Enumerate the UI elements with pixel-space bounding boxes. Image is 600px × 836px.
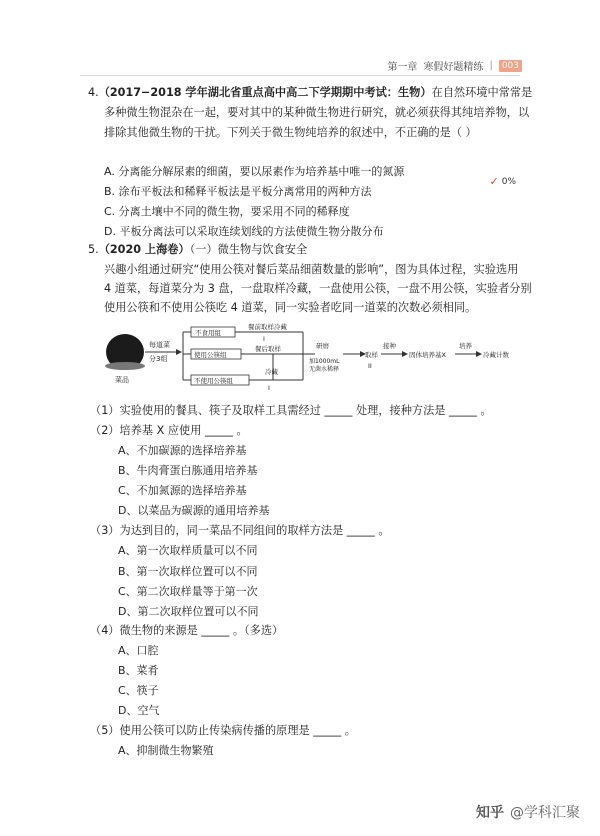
sub-question-3	[90, 522, 390, 540]
medium-label: 固体培养基X	[409, 351, 446, 359]
sub1-number: （1）	[90, 404, 120, 417]
sub3-option-d: D、第二次取样位置可以不同	[118, 605, 259, 618]
split-top-label: 每道菜	[149, 341, 170, 349]
sub3-option-a: A、第一次取样质量可以不同	[118, 544, 258, 557]
sub2-option-b: B、牛肉膏蛋白胨通用培养基	[118, 464, 258, 477]
q4-stem-start: 在自然环境中常常是	[431, 86, 533, 99]
watermark-site: 知乎	[476, 805, 504, 821]
watermark	[476, 802, 580, 822]
grind-label: 研磨	[316, 342, 329, 350]
q4-option-c: C. 分离土壤中不同的微生物，要采用不同的稀释度	[104, 205, 350, 218]
q5-intro-1: 兴趣小组通过研究“使用公筷对餐后菜品细菌数量的影响”，图为具体过程，实验选用	[104, 263, 519, 276]
q4-source: （2017−2018 学年湖北省重点高中高二下学期期中考试：生物）	[98, 86, 432, 99]
chapter-label: 第一章	[387, 62, 418, 73]
group3-label: 不使用公筷组	[194, 377, 233, 385]
sub-question-4	[90, 622, 283, 640]
q4-option-b: B. 涂布平板法和稀释平板法是平板分离常用的两种方法	[104, 185, 372, 198]
page-number: 003	[499, 60, 522, 72]
header-separator: |	[489, 60, 493, 71]
sub4-option-c: C、筷子	[118, 684, 159, 697]
q4-line-1	[88, 84, 532, 102]
sub5-option-a: A、抑制微生物繁殖	[118, 744, 214, 757]
bottom-roman: I	[268, 384, 270, 392]
q5-line-1	[88, 241, 307, 259]
sub1-text: 实验使用的餐具、筷子及取样工具需经过 _____ 处理，接种方法是 _____ 。	[119, 404, 492, 417]
q5-topic: （一）微生物与饮食安全	[189, 243, 308, 256]
sub2-option-a: A、不加碳源的选择培养基	[118, 444, 247, 457]
sub2-number: （2）	[90, 424, 120, 437]
dish-label: 菜品	[115, 376, 129, 384]
q4-option-a: A. 分离能分解尿素的细菌，要以尿素作为培养基中唯一的氮源	[104, 165, 405, 178]
sub4-option-d: D、空气	[118, 704, 160, 717]
correct-rate-badge	[490, 175, 517, 188]
sub2-option-c: C、不加氮源的选择培养基	[118, 484, 247, 497]
sample-label: 取样	[365, 351, 378, 359]
inoculate-label: 接种	[383, 342, 396, 350]
bottom-step-label: 冷藏	[265, 368, 278, 376]
q4-option-d: D. 平板分离法可以采取连续划线的方法使微生物分散分布	[104, 225, 384, 238]
mid-step-label: 餐后取样	[255, 345, 281, 353]
dish-plate	[105, 362, 145, 370]
q4-number: 4.	[88, 86, 99, 99]
header-title: 寒假好题精练	[423, 62, 484, 73]
q5-number: 5.	[88, 243, 99, 256]
q4-line-2: 多种微生物混杂在一起，要对其中的某种微生物进行研究，就必须获得其纯培养物，以	[104, 106, 530, 119]
q5-intro-3: 使用公筷和不使用公筷吃 4 道菜，同一实验者吃同一道菜的次数必须相同。	[104, 301, 477, 314]
sub4-option-a: A、口腔	[118, 644, 159, 657]
watermark-account: @学科汇聚	[510, 805, 580, 821]
sub2-option-d: D、以菜品为碳源的通用培养基	[118, 504, 270, 517]
q5-intro-2: 4 道菜，每道菜分为 3 盘，一盘取样冷藏，一盘使用公筷，一盘不用公筷，实验者分别	[104, 282, 532, 295]
top-step-label: 餐前取样冷藏	[248, 323, 287, 331]
sub4-text: 微生物的来源是 _____ 。（多选）	[119, 624, 284, 637]
group2-label: 使用公筷组	[194, 351, 227, 359]
culture-label: 培养	[459, 342, 472, 350]
dilute-label-2: 无菌水稀释	[309, 366, 340, 373]
check-icon: ✓	[489, 175, 499, 188]
experiment-flow-diagram	[103, 323, 523, 400]
sub3-option-c: C、第二次取样量等于第一次	[118, 585, 258, 598]
sub-question-5	[90, 722, 356, 740]
sub5-text: 使用公筷可以防止传染病传播的原理是 _____ 。	[119, 724, 356, 737]
sub3-option-b: B、第一次取样位置可以不同	[118, 565, 258, 578]
sub3-number: （3）	[90, 524, 120, 537]
q5-source: （2020 上海卷）	[98, 243, 190, 256]
top-roman: I	[263, 335, 265, 343]
group1-label: 不食用组	[195, 329, 221, 337]
sub2-text: 培养基 X 应使用 _____ 。	[119, 424, 248, 437]
dilute-label-1: 加1000mL	[309, 358, 340, 365]
correct-rate: 0%	[501, 176, 516, 187]
page-header	[387, 58, 522, 73]
sub4-option-b: B、菜肴	[118, 664, 159, 677]
sample-roman: II	[368, 362, 372, 370]
split-bottom-label: 分3组	[149, 355, 168, 363]
sub3-text: 为达到目的，同一菜品不同组间的取样方法是 _____ 。	[119, 524, 390, 537]
header-divider	[80, 75, 520, 76]
sub-question-1	[90, 402, 492, 420]
sub5-number: （5）	[90, 724, 120, 737]
q4-line-3: 排除其他微生物的干扰。下列关于微生物纯培养的叙述中，不正确的是（ ）	[104, 126, 477, 139]
sub-question-2	[90, 422, 248, 440]
sub4-number: （4）	[90, 624, 120, 637]
count-label: 冷藏计数	[483, 351, 509, 359]
